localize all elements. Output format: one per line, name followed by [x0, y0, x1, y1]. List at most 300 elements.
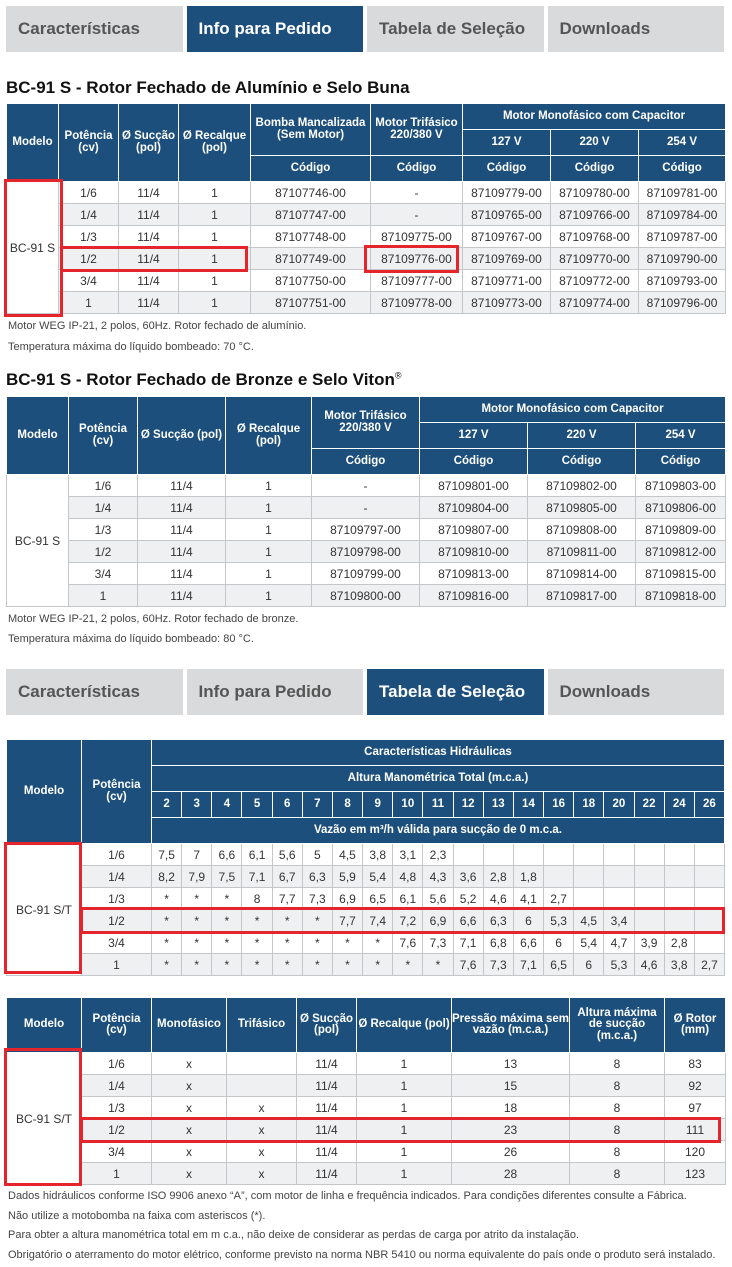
flow-cell: 6,9 — [423, 910, 453, 932]
table-row — [7, 1075, 726, 1097]
flow-cell: * — [182, 932, 212, 954]
table-cell: 87109793-00 — [639, 270, 726, 292]
flow-cell: * — [302, 954, 332, 976]
header-pressao: Pressão máxima sem vazão (m.c.a.) — [452, 998, 570, 1053]
table-cell: 87109802-00 — [528, 475, 636, 497]
table-cell: 1 — [226, 475, 312, 497]
registered-mark: ® — [394, 370, 402, 381]
model-cell: BC-91 S — [7, 475, 69, 607]
header-height: 14 — [513, 792, 543, 818]
table-row — [7, 932, 725, 954]
table-cell: 87109799-00 — [312, 563, 420, 585]
highlight-row-half-cv — [80, 1117, 721, 1143]
header-height: 18 — [574, 792, 604, 818]
flow-cell: * — [182, 954, 212, 976]
table-cell: 11/4 — [138, 541, 226, 563]
header-codigo: Código — [551, 156, 639, 182]
flow-cell — [694, 844, 724, 866]
table-cell: 1 — [179, 204, 251, 226]
table-cell: 1 — [226, 541, 312, 563]
table-cell: 1/6 — [82, 1053, 152, 1075]
flow-cell — [574, 866, 604, 888]
table-cell: 11/4 — [119, 292, 179, 314]
table-cell: 11/4 — [119, 248, 179, 270]
table-cell: 87109766-00 — [551, 204, 639, 226]
model-cell: BC-91 S/T — [7, 1053, 82, 1185]
tab-info-pedido[interactable]: Info para Pedido — [187, 6, 364, 52]
table-cell: 87107747-00 — [251, 204, 371, 226]
order-table-bronze — [6, 396, 726, 607]
table-cell: 87109779-00 — [463, 182, 551, 204]
table-cell: 87109768-00 — [551, 226, 639, 248]
flow-cell: 5,4 — [363, 866, 393, 888]
flow-cell: * — [272, 910, 302, 932]
table-cell: x — [227, 1141, 297, 1163]
header-height: 5 — [242, 792, 272, 818]
header-potencia: Potência (cv) — [69, 397, 138, 475]
table-cell: 87109812-00 — [636, 541, 726, 563]
table-row — [7, 1141, 726, 1163]
flow-cell: 7,1 — [453, 932, 483, 954]
table-cell: 1 — [179, 248, 251, 270]
table-cell: 1/2 — [69, 541, 138, 563]
table-cell: 87109813-00 — [420, 563, 528, 585]
flow-cell: 1,8 — [513, 866, 543, 888]
table-row — [7, 866, 725, 888]
header-codigo: Código — [639, 156, 726, 182]
table-row — [7, 563, 726, 585]
table-cell: - — [371, 204, 463, 226]
flow-cell: * — [182, 910, 212, 932]
header-potencia: Potência (cv) — [59, 104, 119, 182]
table-cell: 87109765-00 — [463, 204, 551, 226]
table-cell: 3/4 — [82, 1141, 152, 1163]
table-cell: x — [152, 1097, 227, 1119]
model-cell: BC-91 S/T — [7, 844, 82, 976]
highlight-model — [4, 1048, 82, 1186]
table-cell: 8 — [570, 1097, 665, 1119]
table-cell: 26 — [452, 1141, 570, 1163]
flow-cell: 6,5 — [363, 888, 393, 910]
header-height: 26 — [694, 792, 724, 818]
table-cell: 87109780-00 — [551, 182, 639, 204]
table-cell: 11/4 — [138, 519, 226, 541]
flow-cell: 4,5 — [574, 910, 604, 932]
table-cell: 28 — [452, 1163, 570, 1185]
table-cell: 1 — [179, 270, 251, 292]
header-modelo: Modelo — [7, 998, 82, 1053]
flow-cell: 7,6 — [393, 932, 423, 954]
table-cell: 1 — [357, 1097, 452, 1119]
header-altura: Altura Manométrica Total (m.c.a.) — [152, 766, 725, 792]
flow-cell: 5,6 — [272, 844, 302, 866]
table-cell: x — [152, 1075, 227, 1097]
table-cell: 87109774-00 — [551, 292, 639, 314]
header-succao: Ø Sucção (pol) — [138, 397, 226, 475]
table-row — [7, 844, 725, 866]
table-cell: 11/4 — [297, 1163, 357, 1185]
flow-cell: * — [272, 954, 302, 976]
table-cell: 11/4 — [297, 1119, 357, 1141]
header-220v: 220 V — [528, 423, 636, 449]
tab-bar-bottom — [6, 669, 724, 715]
table-cell: 1/4 — [82, 1075, 152, 1097]
table-cell: 87109804-00 — [420, 497, 528, 519]
flow-cell: 6 — [574, 954, 604, 976]
flow-cell: 6,9 — [332, 888, 362, 910]
tab-caracteristicas[interactable]: Características — [6, 6, 183, 52]
table-cell: 3/4 — [69, 563, 138, 585]
header-rotor: Ø Rotor (mm) — [665, 998, 726, 1053]
flow-cell: 7,1 — [242, 866, 272, 888]
flow-cell: * — [363, 954, 393, 976]
table-cell — [227, 1053, 297, 1075]
flow-cell: 5,3 — [604, 954, 634, 976]
note: Motor WEG IP-21, 2 polos, 60Hz. Rotor fechado de alumínio. — [8, 320, 307, 332]
header-codigo: Código — [420, 449, 528, 475]
flow-cell: 3,9 — [634, 932, 664, 954]
table-cell: 11/4 — [119, 270, 179, 292]
flow-cell: 6,8 — [483, 932, 513, 954]
header-height: 10 — [393, 792, 423, 818]
table-cell: 1 — [179, 182, 251, 204]
header-height: 4 — [212, 792, 242, 818]
table-cell: 87109801-00 — [420, 475, 528, 497]
table-row — [7, 1163, 726, 1185]
flow-cell: 7,9 — [182, 866, 212, 888]
potencia-cell: 3/4 — [82, 932, 152, 954]
flow-cell: 8 — [242, 888, 272, 910]
tab-tabela-selecao[interactable]: Tabela de Seleção — [367, 6, 544, 52]
table-cell: 1 — [357, 1141, 452, 1163]
flow-cell: 3,6 — [453, 866, 483, 888]
header-trifasico: Motor Trifásico 220/380 V — [312, 397, 420, 449]
flow-cell: 6,1 — [393, 888, 423, 910]
table-cell: 1 — [357, 1119, 452, 1141]
potencia-cell: 1 — [82, 954, 152, 976]
table-cell: x — [152, 1163, 227, 1185]
tab-caracteristicas[interactable]: Características — [6, 669, 183, 715]
flow-cell — [694, 866, 724, 888]
table-cell: 87107751-00 — [251, 292, 371, 314]
table-cell: 87109767-00 — [463, 226, 551, 248]
header-recalque: Ø Recalque (pol) — [179, 104, 251, 182]
table-row — [7, 1053, 726, 1075]
note: Temperatura máxima do líquido bombeado: 70 °C. — [8, 341, 254, 353]
flow-cell: 6,6 — [453, 910, 483, 932]
header-codigo: Código — [371, 156, 463, 182]
header-succao: Ø Sucção (pol) — [119, 104, 179, 182]
table-cell: 87109807-00 — [420, 519, 528, 541]
table-cell: 3/4 — [59, 270, 119, 292]
flow-cell: 5 — [302, 844, 332, 866]
header-127v: 127 V — [420, 423, 528, 449]
header-monofasico: Motor Monofásico com Capacitor — [420, 397, 726, 423]
header-trifasico: Trifásico — [227, 998, 297, 1053]
table-cell: 87109790-00 — [639, 248, 726, 270]
flow-cell: 7,3 — [483, 954, 513, 976]
table-cell: 87107749-00 — [251, 248, 371, 270]
flow-cell — [513, 844, 543, 866]
table-cell: 83 — [665, 1053, 726, 1075]
table-cell: 1/6 — [59, 182, 119, 204]
table-cell: 87109814-00 — [528, 563, 636, 585]
flow-cell: 2,7 — [544, 888, 574, 910]
table-cell: 11/4 — [297, 1141, 357, 1163]
flow-cell: * — [212, 932, 242, 954]
tab-downloads[interactable]: Downloads — [548, 669, 725, 715]
table-cell: 87109815-00 — [636, 563, 726, 585]
header-codigo: Código — [251, 156, 371, 182]
table-cell: 87109769-00 — [463, 248, 551, 270]
flow-cell: * — [212, 954, 242, 976]
table-cell: 87107746-00 — [251, 182, 371, 204]
flow-cell: 6,3 — [302, 866, 332, 888]
highlight-row-half-cv — [80, 907, 725, 934]
flow-cell: 4,3 — [423, 866, 453, 888]
flow-cell: 7,5 — [152, 844, 182, 866]
flow-cell — [664, 866, 694, 888]
table-cell: 87109772-00 — [551, 270, 639, 292]
table-cell: x — [152, 1119, 227, 1141]
header-220v: 220 V — [551, 130, 639, 156]
flow-cell: * — [212, 910, 242, 932]
specs-table — [6, 997, 726, 1185]
header-height: 7 — [302, 792, 332, 818]
table-cell: 1 — [82, 1163, 152, 1185]
header-monofasico: Motor Monofásico com Capacitor — [463, 104, 726, 130]
flow-cell: 2,7 — [694, 954, 724, 976]
table-cell: 8 — [570, 1141, 665, 1163]
table-row — [7, 292, 726, 314]
table-cell: x — [227, 1097, 297, 1119]
flow-cell: 4,8 — [393, 866, 423, 888]
table-cell: 8 — [570, 1119, 665, 1141]
table-cell: 87107748-00 — [251, 226, 371, 248]
table-cell: 1 — [226, 497, 312, 519]
table-cell: 11/4 — [119, 182, 179, 204]
table-cell: 11/4 — [297, 1097, 357, 1119]
flow-cell: 4,1 — [513, 888, 543, 910]
flow-cell: 3,4 — [604, 910, 634, 932]
flow-cell: 7,3 — [302, 888, 332, 910]
flow-cell: 7,2 — [393, 910, 423, 932]
note: Temperatura máxima do líquido bombeado: 80 °C. — [8, 633, 254, 645]
header-height: 12 — [453, 792, 483, 818]
table-cell: 11/4 — [138, 563, 226, 585]
tab-info-pedido[interactable]: Info para Pedido — [187, 669, 364, 715]
table-cell: 120 — [665, 1141, 726, 1163]
flow-cell — [453, 844, 483, 866]
flow-cell: * — [302, 910, 332, 932]
hydraulic-table — [6, 739, 725, 976]
tab-bar-top — [6, 6, 724, 52]
flow-cell: 3,1 — [393, 844, 423, 866]
table-cell: 1 — [69, 585, 138, 607]
section1-title: BC-91 S - Rotor Fechado de Alumínio e Selo Buna — [6, 78, 410, 97]
table-cell: 87109809-00 — [636, 519, 726, 541]
highlight-trifasico-code — [364, 245, 459, 273]
table-cell: - — [312, 497, 420, 519]
flow-cell: * — [152, 888, 182, 910]
header-height: 9 — [363, 792, 393, 818]
table-cell: 87109787-00 — [639, 226, 726, 248]
flow-cell: 7 — [182, 844, 212, 866]
flow-cell: 7,3 — [423, 932, 453, 954]
flow-cell: * — [242, 932, 272, 954]
header-altura-succao: Altura máxima de sucção (m.c.a.) — [570, 998, 665, 1053]
table-cell: 11/4 — [138, 497, 226, 519]
header-height: 22 — [634, 792, 664, 818]
flow-cell: 5,9 — [332, 866, 362, 888]
flow-cell: * — [242, 954, 272, 976]
flow-cell: 6 — [544, 932, 574, 954]
flow-cell: * — [302, 932, 332, 954]
table-cell: 1/3 — [82, 1097, 152, 1119]
header-potencia: Potência (cv) — [82, 998, 152, 1053]
table-row — [7, 204, 726, 226]
header-succao: Ø Sucção (pol) — [297, 998, 357, 1053]
table-cell: 23 — [452, 1119, 570, 1141]
potencia-cell: 1/2 — [82, 910, 152, 932]
flow-cell: * — [212, 888, 242, 910]
table-cell: 92 — [665, 1075, 726, 1097]
table-cell: 87109773-00 — [463, 292, 551, 314]
flow-cell: 6,7 — [272, 866, 302, 888]
table-cell: 1/3 — [69, 519, 138, 541]
header-codigo: Código — [312, 449, 420, 475]
flow-cell: 4,6 — [483, 888, 513, 910]
table-cell: x — [152, 1053, 227, 1075]
header-recalque: Ø Recalque (pol) — [226, 397, 312, 475]
flow-cell: 3,8 — [363, 844, 393, 866]
header-height: 13 — [483, 792, 513, 818]
header-recalque: Ø Recalque (pol) — [357, 998, 452, 1053]
table-cell: 1 — [357, 1163, 452, 1185]
potencia-cell: 1/3 — [82, 888, 152, 910]
flow-cell — [483, 844, 513, 866]
table-row — [7, 954, 725, 976]
flow-cell — [634, 866, 664, 888]
note: Obrigatório o aterramento do motor elétrico, conforme previsto na norma NBR 5410 ou norma equivalente do país onde o produto será instalado. — [8, 1249, 716, 1261]
flow-cell: 6,6 — [212, 844, 242, 866]
table-cell: 1 — [226, 519, 312, 541]
flow-cell: 3,8 — [664, 954, 694, 976]
table-cell: 1/6 — [69, 475, 138, 497]
flow-cell: 4,5 — [332, 844, 362, 866]
table-cell: 87109797-00 — [312, 519, 420, 541]
header-modelo: Modelo — [7, 740, 82, 844]
header-height: 6 — [272, 792, 302, 818]
table-cell: 8 — [570, 1075, 665, 1097]
table-cell: 87109817-00 — [528, 585, 636, 607]
header-vazao: Vazão em m³/h válida para sucção de 0 m.c.a. — [152, 818, 725, 844]
flow-cell — [634, 844, 664, 866]
header-height: 20 — [604, 792, 634, 818]
table-cell: 1 — [179, 292, 251, 314]
table-cell: 87109796-00 — [639, 292, 726, 314]
highlight-row-half-cv — [60, 246, 248, 272]
flow-cell: 4,7 — [604, 932, 634, 954]
note: Para obter a altura manométrica total em m c.a., não deixe de considerar as perdas de carga por atrito da instalação. — [8, 1229, 580, 1241]
table-cell: 87109784-00 — [639, 204, 726, 226]
table-cell: 87109800-00 — [312, 585, 420, 607]
table-cell: 8 — [570, 1053, 665, 1075]
table-cell: 87109805-00 — [528, 497, 636, 519]
table-cell: 11/4 — [119, 226, 179, 248]
header-modelo: Modelo — [7, 397, 69, 475]
flow-cell: 6,3 — [483, 910, 513, 932]
header-height: 24 — [664, 792, 694, 818]
table-row — [7, 541, 726, 563]
table-cell: 13 — [452, 1053, 570, 1075]
header-potencia: Potência (cv) — [82, 740, 152, 844]
flow-cell: * — [272, 932, 302, 954]
table-cell: 11/4 — [297, 1075, 357, 1097]
header-modelo: Modelo — [7, 104, 59, 182]
header-caracteristicas: Características Hidráulicas — [152, 740, 725, 766]
flow-cell: 2,8 — [664, 932, 694, 954]
table-cell: 1/3 — [59, 226, 119, 248]
table-cell: 1 — [59, 292, 119, 314]
highlight-model — [4, 179, 63, 317]
tab-downloads[interactable]: Downloads — [548, 6, 725, 52]
flow-cell — [544, 866, 574, 888]
header-254v: 254 V — [636, 423, 726, 449]
table-cell: 11/4 — [138, 475, 226, 497]
table-cell: 87109816-00 — [420, 585, 528, 607]
table-cell: 18 — [452, 1097, 570, 1119]
table-cell: 111 — [665, 1119, 726, 1141]
flow-cell: 5,6 — [423, 888, 453, 910]
flow-cell: 7,5 — [212, 866, 242, 888]
flow-cell: * — [393, 954, 423, 976]
flow-cell: * — [152, 932, 182, 954]
table-cell: 87109775-00 — [371, 226, 463, 248]
flow-cell: * — [363, 932, 393, 954]
table-cell: 87109806-00 — [636, 497, 726, 519]
flow-cell: * — [332, 932, 362, 954]
flow-cell: * — [182, 888, 212, 910]
flow-cell: * — [242, 910, 272, 932]
potencia-cell: 1/6 — [82, 844, 152, 866]
table-cell: 1/4 — [69, 497, 138, 519]
table-cell: 1/2 — [82, 1119, 152, 1141]
table-cell: 1 — [357, 1075, 452, 1097]
table-cell: 87109778-00 — [371, 292, 463, 314]
table-cell: 87109798-00 — [312, 541, 420, 563]
flow-cell: 5,3 — [544, 910, 574, 932]
table-row — [7, 475, 726, 497]
flow-cell — [574, 844, 604, 866]
section2-title: BC-91 S - Rotor Fechado de Bronze e Selo Viton® — [6, 370, 402, 389]
potencia-cell: 1/4 — [82, 866, 152, 888]
flow-cell: 6,5 — [544, 954, 574, 976]
header-codigo: Código — [528, 449, 636, 475]
header-height: 2 — [152, 792, 182, 818]
table-cell: 1 — [226, 563, 312, 585]
table-row — [7, 519, 726, 541]
flow-cell: * — [423, 954, 453, 976]
note: Motor WEG IP-21, 2 polos, 60Hz. Rotor fechado de bronze. — [8, 613, 299, 625]
table-cell: 8 — [570, 1163, 665, 1185]
flow-cell: 7,7 — [332, 910, 362, 932]
tab-tabela-selecao[interactable]: Tabela de Seleção — [367, 669, 544, 715]
flow-cell — [604, 844, 634, 866]
flow-cell: * — [152, 954, 182, 976]
table-cell — [227, 1075, 297, 1097]
header-monofasico: Monofásico — [152, 998, 227, 1053]
